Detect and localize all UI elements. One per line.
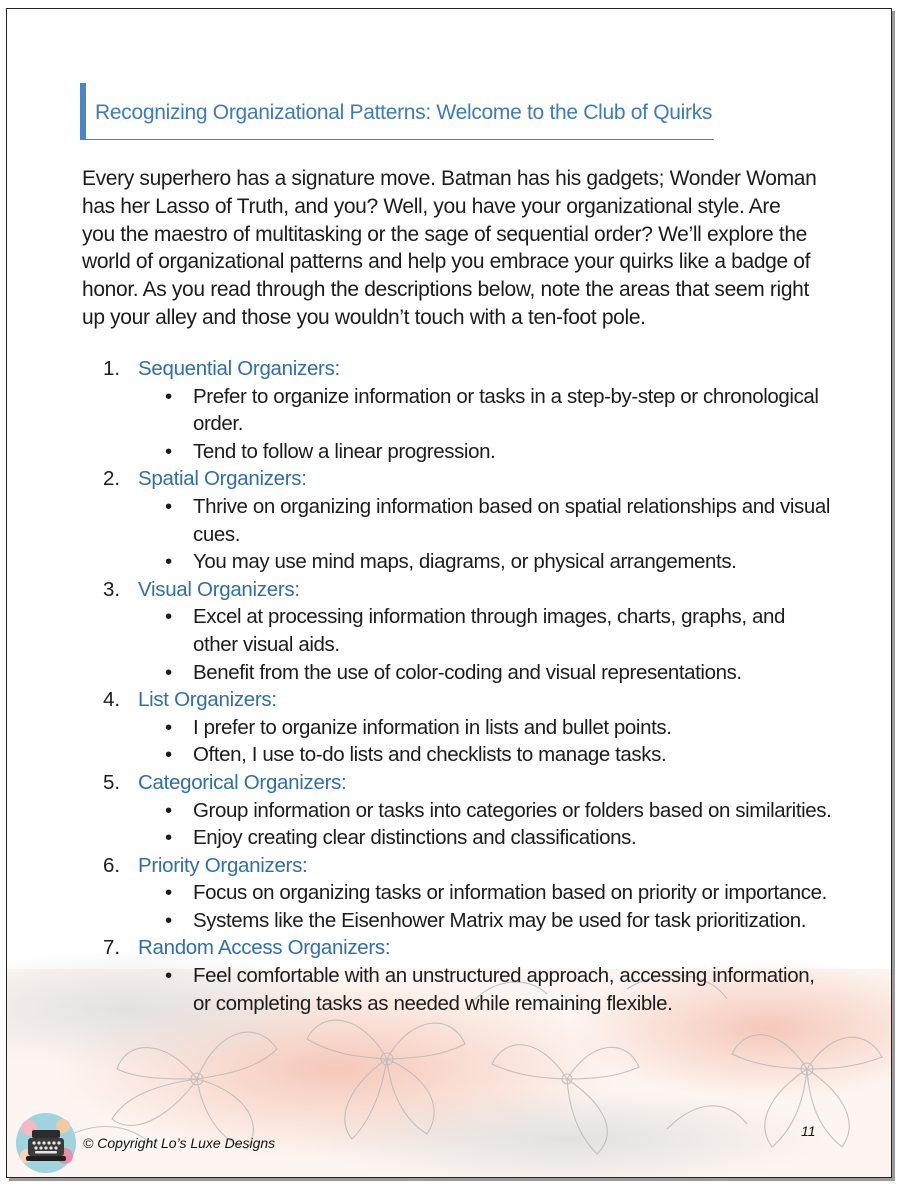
- bullet-list: [103, 383, 833, 466]
- item-number: 3.: [103, 577, 121, 601]
- bullet-list: [103, 603, 833, 686]
- organizer-title: Random Access Organizers:: [138, 936, 391, 960]
- organizer-item: [103, 852, 833, 935]
- bullet-point: • Often, I use to-do lists and checklists to manage tasks.: [193, 741, 833, 769]
- bullet-point: • Excel at processing information through images, charts, graphs, and other visual aids.: [193, 603, 833, 658]
- bullet-point: • Feel comfortable with an unstructured approach, accessing information, or completing tasks as needed while remaining flexible.: [193, 962, 833, 1017]
- section-heading-text: Recognizing Organizational Patterns: Welcome to the Club of Quirks: [95, 101, 713, 124]
- bullet-point: • Enjoy creating clear distinctions and classifications.: [193, 824, 833, 852]
- organizer-item: [103, 769, 833, 852]
- section-heading: [80, 83, 714, 140]
- item-number: 2.: [103, 467, 121, 491]
- bullet-point: • Systems like the Eisenhower Matrix may be used for task prioritization.: [193, 907, 833, 935]
- bullet-point: • Benefit from the use of color-coding and visual representations.: [193, 659, 833, 687]
- bullet-point: • Tend to follow a linear progression.: [193, 438, 833, 466]
- organizer-list: [103, 355, 833, 1017]
- bullet-list: [103, 797, 833, 852]
- organizer-title: Sequential Organizers:: [138, 357, 340, 380]
- organizer-title: Spatial Organizers:: [138, 467, 307, 491]
- page-number: 11: [801, 1123, 816, 1139]
- bullet-point: • Thrive on organizing information based on spatial relationships and visual cues.: [193, 493, 833, 548]
- organizer-item: [103, 465, 833, 575]
- organizer-title: Categorical Organizers:: [138, 770, 347, 794]
- item-number: 4.: [103, 688, 121, 712]
- bullet-point: • Group information or tasks into categories or folders based on similarities.: [193, 797, 833, 825]
- item-number: 1.: [103, 357, 121, 380]
- item-number: 6.: [103, 853, 121, 877]
- bullet-point: • I prefer to organize information in lists and bullet points.: [193, 714, 833, 742]
- organizer-title: Visual Organizers:: [138, 577, 300, 601]
- bullet-point: • You may use mind maps, diagrams, or physical arrangements.: [193, 548, 833, 576]
- organizer-item: [103, 686, 833, 769]
- organizer-item: [103, 355, 833, 465]
- organizer-title: List Organizers:: [138, 688, 277, 712]
- organizer-item: [103, 934, 833, 1017]
- bullet-list: [103, 714, 833, 769]
- document-page: [6, 8, 892, 1178]
- typewriter-logo-icon: [15, 1112, 77, 1174]
- organizer-title: Priority Organizers:: [138, 853, 308, 877]
- bullet-point: • Prefer to organize information or tasks in a step-by-step or chronological order.: [193, 383, 833, 438]
- bullet-list: [103, 493, 833, 576]
- intro-paragraph: Every superhero has a signature move. Batman has his gadgets; Wonder Woman has her Lasso of Truth, and you? Well, you have your organizational style. Are you the maestro of multitasking or the sage of sequential order? We’ll explore the world of organizational patterns and help you embrace your quirks like a badge of honor. As you read through the descriptions below, note the areas that seem right up your alley and those you wouldn’t touch with a ten-foot pole.: [82, 167, 817, 329]
- item-number: 5.: [103, 770, 121, 794]
- copyright-text: © Copyright Lo’s Luxe Designs: [83, 1135, 276, 1151]
- bullet-point: • Focus on organizing tasks or information based on priority or importance.: [193, 879, 833, 907]
- bullet-list: [103, 962, 833, 1017]
- item-number: 7.: [103, 936, 121, 960]
- organizer-item: [103, 576, 833, 686]
- bullet-list: [103, 879, 833, 934]
